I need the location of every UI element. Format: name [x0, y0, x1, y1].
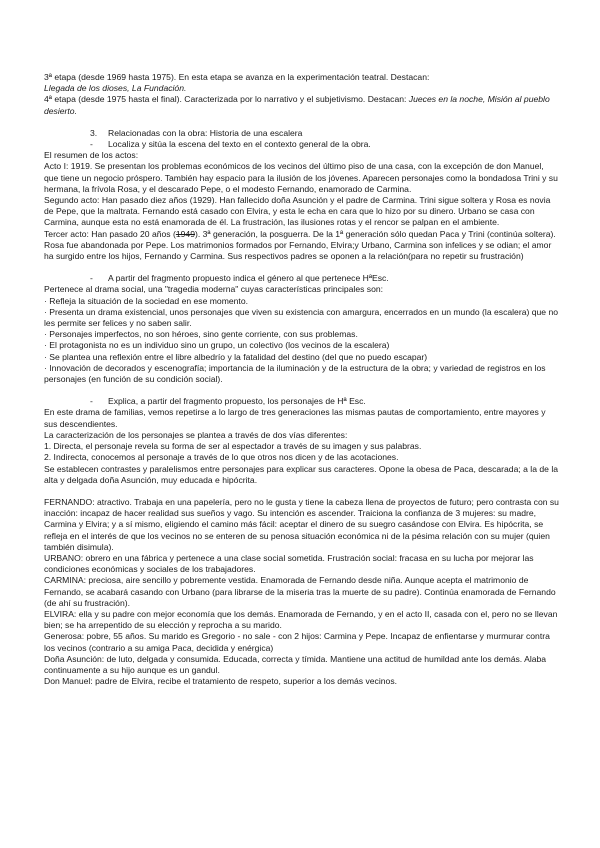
character-don-manuel: Don Manuel: padre de Elvira, recibe el tratamiento de respeto, superior a los demás vecinos. — [44, 676, 398, 687]
document-page — [44, 72, 560, 687]
acto-1-paragraph: Acto I: 1919. Se presentan los problemas económicos de los vecinos del último piso de una casa, con la excepción de don Manuel, que tiene un negocio próspero. También hay espacio para la ilusión de los jóvenes. Aparecen personajes como la bondadosa Trini y su hermana, la frívola Rosa, y el descarado Pepe, o el modesto Fernando, enamorado de Carmina. — [44, 161, 558, 194]
genero-heading: - A partir del fragmento propuesto indica el género al que pertenece HªEsc. — [90, 273, 389, 284]
genero-intro: Pertenece al drama social, una "tragedia moderna" cuyas características principales son: — [44, 284, 384, 295]
section-3-subheading: - Localiza y sitúa la escena del texto en el contexto general de la obra. — [90, 139, 371, 150]
personajes-paragraph: Se establecen contrastes y paralelismos entre personajes para explicar sus caracteres. Opone la obesa de Paca, descarada; a la de la alta y delgada doña Asunción, muy educada e hipócrita. — [44, 463, 559, 485]
genero-item: · Presenta un drama existencial, unos personajes que viven su existencia con amargura, encerrados en un mundo (la escalera) que no les permite ser felices y no saben salir. — [44, 306, 559, 329]
section-3-heading: 3. Relacionadas con la obra: Historia de una escalera — [90, 127, 303, 138]
character-carmina: CARMINA: preciosa, aire sencillo y pobremente vestida. Enamorada de Fernando desde niña. Aunque acepta el matrimonio de Fernando, se acabará casando con Urbano (para librarse de la miseria tras la muerte de su padre). Continúa enamorada de Fernando (de ahí su frustración). — [44, 575, 556, 608]
genero-item: · El protagonista no es un individuo sino un grupo, un colectivo (los vecinos de la escalera) — [44, 340, 390, 351]
genero-item: · Personajes imperfectos, no son héroes, sino gente corriente, con sus problemas. — [44, 329, 358, 340]
etapa-3-line: 3ª etapa (desde 1969 hasta 1975). En esta etapa se avanza en la experimentación teatral. Destacan: — [44, 72, 430, 82]
character-dona-asuncion: Doña Asunción: de luto, delgada y consumida. Educada, correcta y tímida. Mantiene una actitud de humildad ante los demás. Alaba continuamente a su hijo aunque es un gandul. — [44, 653, 547, 675]
resumen-label: El resumen de los actos: — [44, 150, 139, 161]
character-fernando: FERNANDO: atractivo. Trabaja en una papelería, pero no le gusta y tiene la cabeza llena de proyectos de futuro; pero contrasta con su inacción: incapaz de hacer realidad sus sueños y vago. Su intención es ascender. Traiciona la confianza de 3 mujeres: su madre, Carmina y Elvira; y a sí mismo, eligiendo el camino más fácil: aceptar el dinero de su suegro casándose con Elvira. Es hipócrita, se refleja en el interés de que los vecinos no se enteren de su penosa situación económica ni de la pésima relación con su mujer (quien también disimula). — [44, 496, 559, 552]
personajes-paragraph: La caracterización de los personajes se plantea a través de dos vías diferentes: — [44, 429, 348, 440]
genero-item: · Refleja la situación de la sociedad en ese momento. — [44, 295, 248, 306]
character-urbano: URBANO: obrero en una fábrica y pertenece a una clase social sometida. Frustración social: fracasa en su lucha por mejorar las condiciones económicas y sociales de los trabajadores. — [44, 552, 534, 575]
genero-item: · Innovación de decorados y escenografía; importancia de la iluminación y de la estructura de la obra; y variedad de registros en los personajes (en función de su condición social). — [44, 362, 546, 385]
character-generosa: Generosa: pobre, 55 años. Su marido es Gregorio - no sale - con 2 hijos: Carmina y Pepe. Incapaz de enfientarse y murmurar contra los vecinos (contrario a su amiga Paca, decidida y enérgica) — [44, 631, 550, 653]
acto-3-paragraph: Tercer acto: Han pasado 20 años (1949). 3ª generación, la posguerra. De la 1ª generación sólo quedan Paca y Trini (continúa soltera). Rosa fue abandonada por Pepe. Los matrimonios formados por Fernando, Elvira;y Urbano, Carmina son infelices y se odian; el amor ha surgido entre los hijos, Fernando y Carmina. Sus respectivos padres se oponen a la relación(para no repetir su frustración) — [44, 228, 556, 262]
character-elvira: ELVIRA: ella y su padre con mejor economía que los demás. Enamorada de Fernando, y en el acto II, casada con el, pero no se llevan bien; se ha arrepentido de su elección y reprocha a su marido. — [44, 608, 558, 631]
etapa-3-works: Llegada de los dioses, La Fundación. — [44, 83, 187, 94]
personajes-paragraph: 2. Indirecta, conocemos al personaje a través de lo que otros nos dicen y de las acotaciones. — [44, 452, 399, 463]
personajes-heading: - Explica, a partir del fragmento propuesto, los personajes de Hª Esc. — [90, 396, 366, 407]
genero-item: · Se plantea una reflexión entre el libre albedrío y la fatalidad del destino (del que no puedo escapar) — [44, 351, 428, 362]
acto-2-paragraph: Segundo acto: Han pasado diez años (1929). Han fallecido doña Asunción y el padre de Carmina. Trini sigue soltera y Rosa es novia de Pepe, que la maltrata. Fernando está casado con Elvira, y esta le echa en cara que lo hizo por su dinero. Urbano se casa con Carmina, aunque esta no está enamorada de él. La frustración, las ilusiones rotas y el rencor se palpan en el ambiente. — [44, 195, 551, 228]
personajes-paragraph: 1. Directa, el personaje revela su forma de ser al espectador a través de su imagen y sus palabras. — [44, 441, 422, 452]
etapa-4-line: 4ª etapa (desde 1975 hasta el final). Caracterizada por lo narrativo y el subjetivismo. Destacan: Jueces en la noche, Misión al pueblo desierto. — [44, 94, 550, 116]
personajes-paragraph: En este drama de familias, vemos repetirse a lo largo de tres generaciones las mismas pautas de comportamiento, entre mayores y sus descendientes. — [44, 407, 546, 429]
